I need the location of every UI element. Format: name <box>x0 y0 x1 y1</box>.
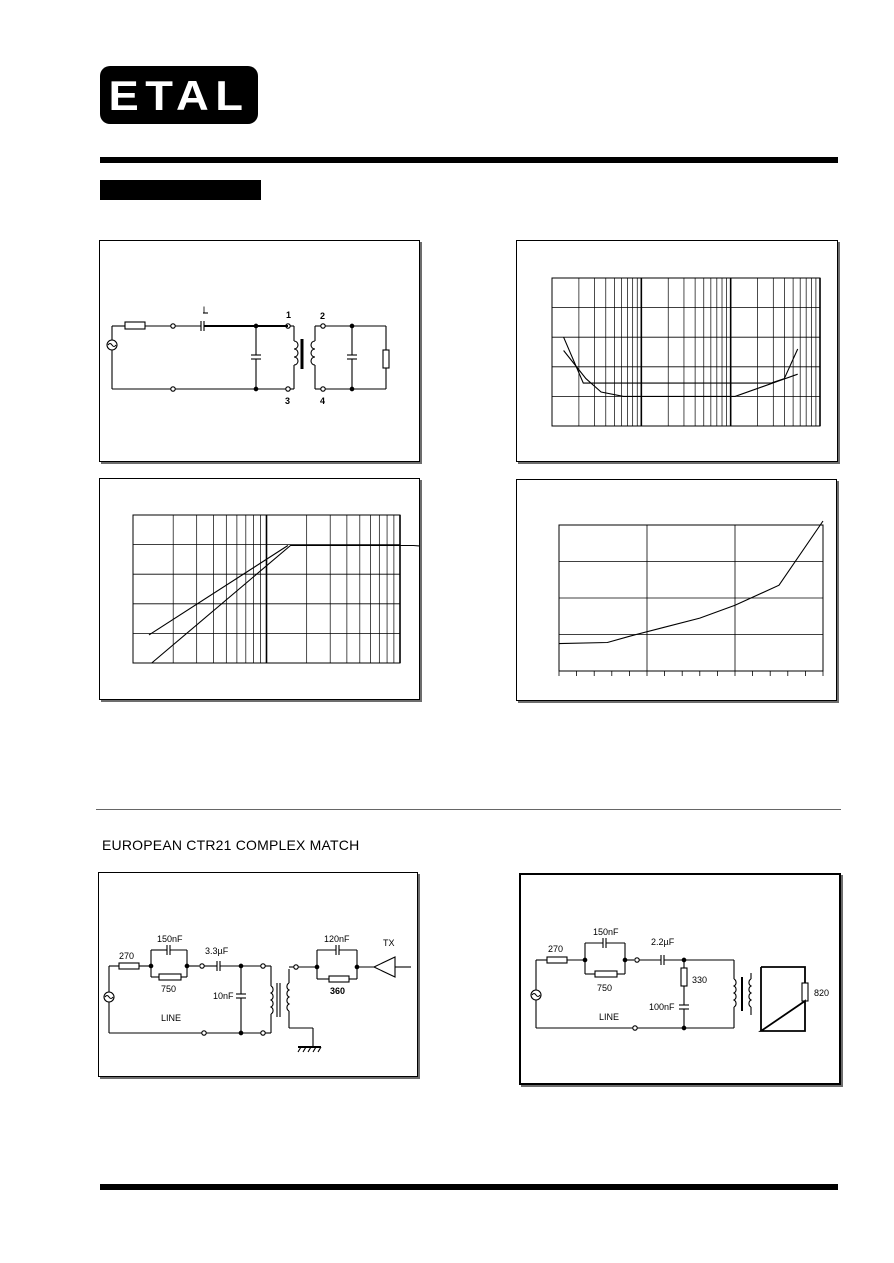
chart-1 <box>517 241 837 461</box>
r1-label: 270 <box>119 951 135 961</box>
pin-2: 2 <box>320 311 326 321</box>
chart-3 <box>517 480 836 700</box>
tx-amplifier <box>374 957 395 977</box>
series-line-steep <box>152 546 419 664</box>
chart-panel-1 <box>516 240 838 462</box>
footer-rule <box>100 1184 838 1190</box>
logo-text: ETAL <box>108 72 250 120</box>
series-line-upper <box>564 337 798 383</box>
c3-label: 100nF <box>649 1002 675 1012</box>
pin-1: 1 <box>286 310 292 320</box>
tx-label: TX <box>383 938 395 948</box>
c1-label: 150nF <box>593 927 619 937</box>
circuit-panel-transformer <box>99 240 420 462</box>
series-line-lower <box>564 351 798 397</box>
chart-2 <box>100 479 419 699</box>
c2-label: 2.2µF <box>651 937 675 947</box>
circuit-panel-ctr21 <box>98 872 418 1077</box>
plot-frame <box>552 278 820 426</box>
c3-label: 10nF <box>213 991 234 1001</box>
line-label: LINE <box>161 1013 182 1023</box>
circuit-panel-alt <box>519 873 841 1085</box>
chart-panel-3 <box>516 479 837 701</box>
header-rule <box>100 157 838 163</box>
section-divider <box>96 809 841 810</box>
series-line-curve <box>559 521 823 644</box>
section-tab <box>100 180 261 200</box>
resistor <box>125 322 145 329</box>
c4-label: 120nF <box>324 934 350 944</box>
section-title: EUROPEAN CTR21 COMPLEX MATCH <box>102 837 360 853</box>
line-label: LINE <box>599 1012 620 1022</box>
etal-logo <box>100 66 258 124</box>
r3-label: 360 <box>330 986 346 996</box>
c1-label: 150nF <box>157 934 183 944</box>
r3-label: 330 <box>692 975 708 985</box>
c2-label: 3.3µF <box>205 946 229 956</box>
pin-3: 3 <box>285 396 291 406</box>
load-resistor <box>383 350 389 368</box>
cap-label: I <box>202 305 206 315</box>
r1-label: 270 <box>548 944 564 954</box>
chart-panel-2 <box>99 478 420 700</box>
r2-label: 750 <box>161 984 177 994</box>
pin-4: 4 <box>320 396 326 406</box>
r4-label: 820 <box>814 988 830 998</box>
r2-label: 750 <box>597 983 613 993</box>
